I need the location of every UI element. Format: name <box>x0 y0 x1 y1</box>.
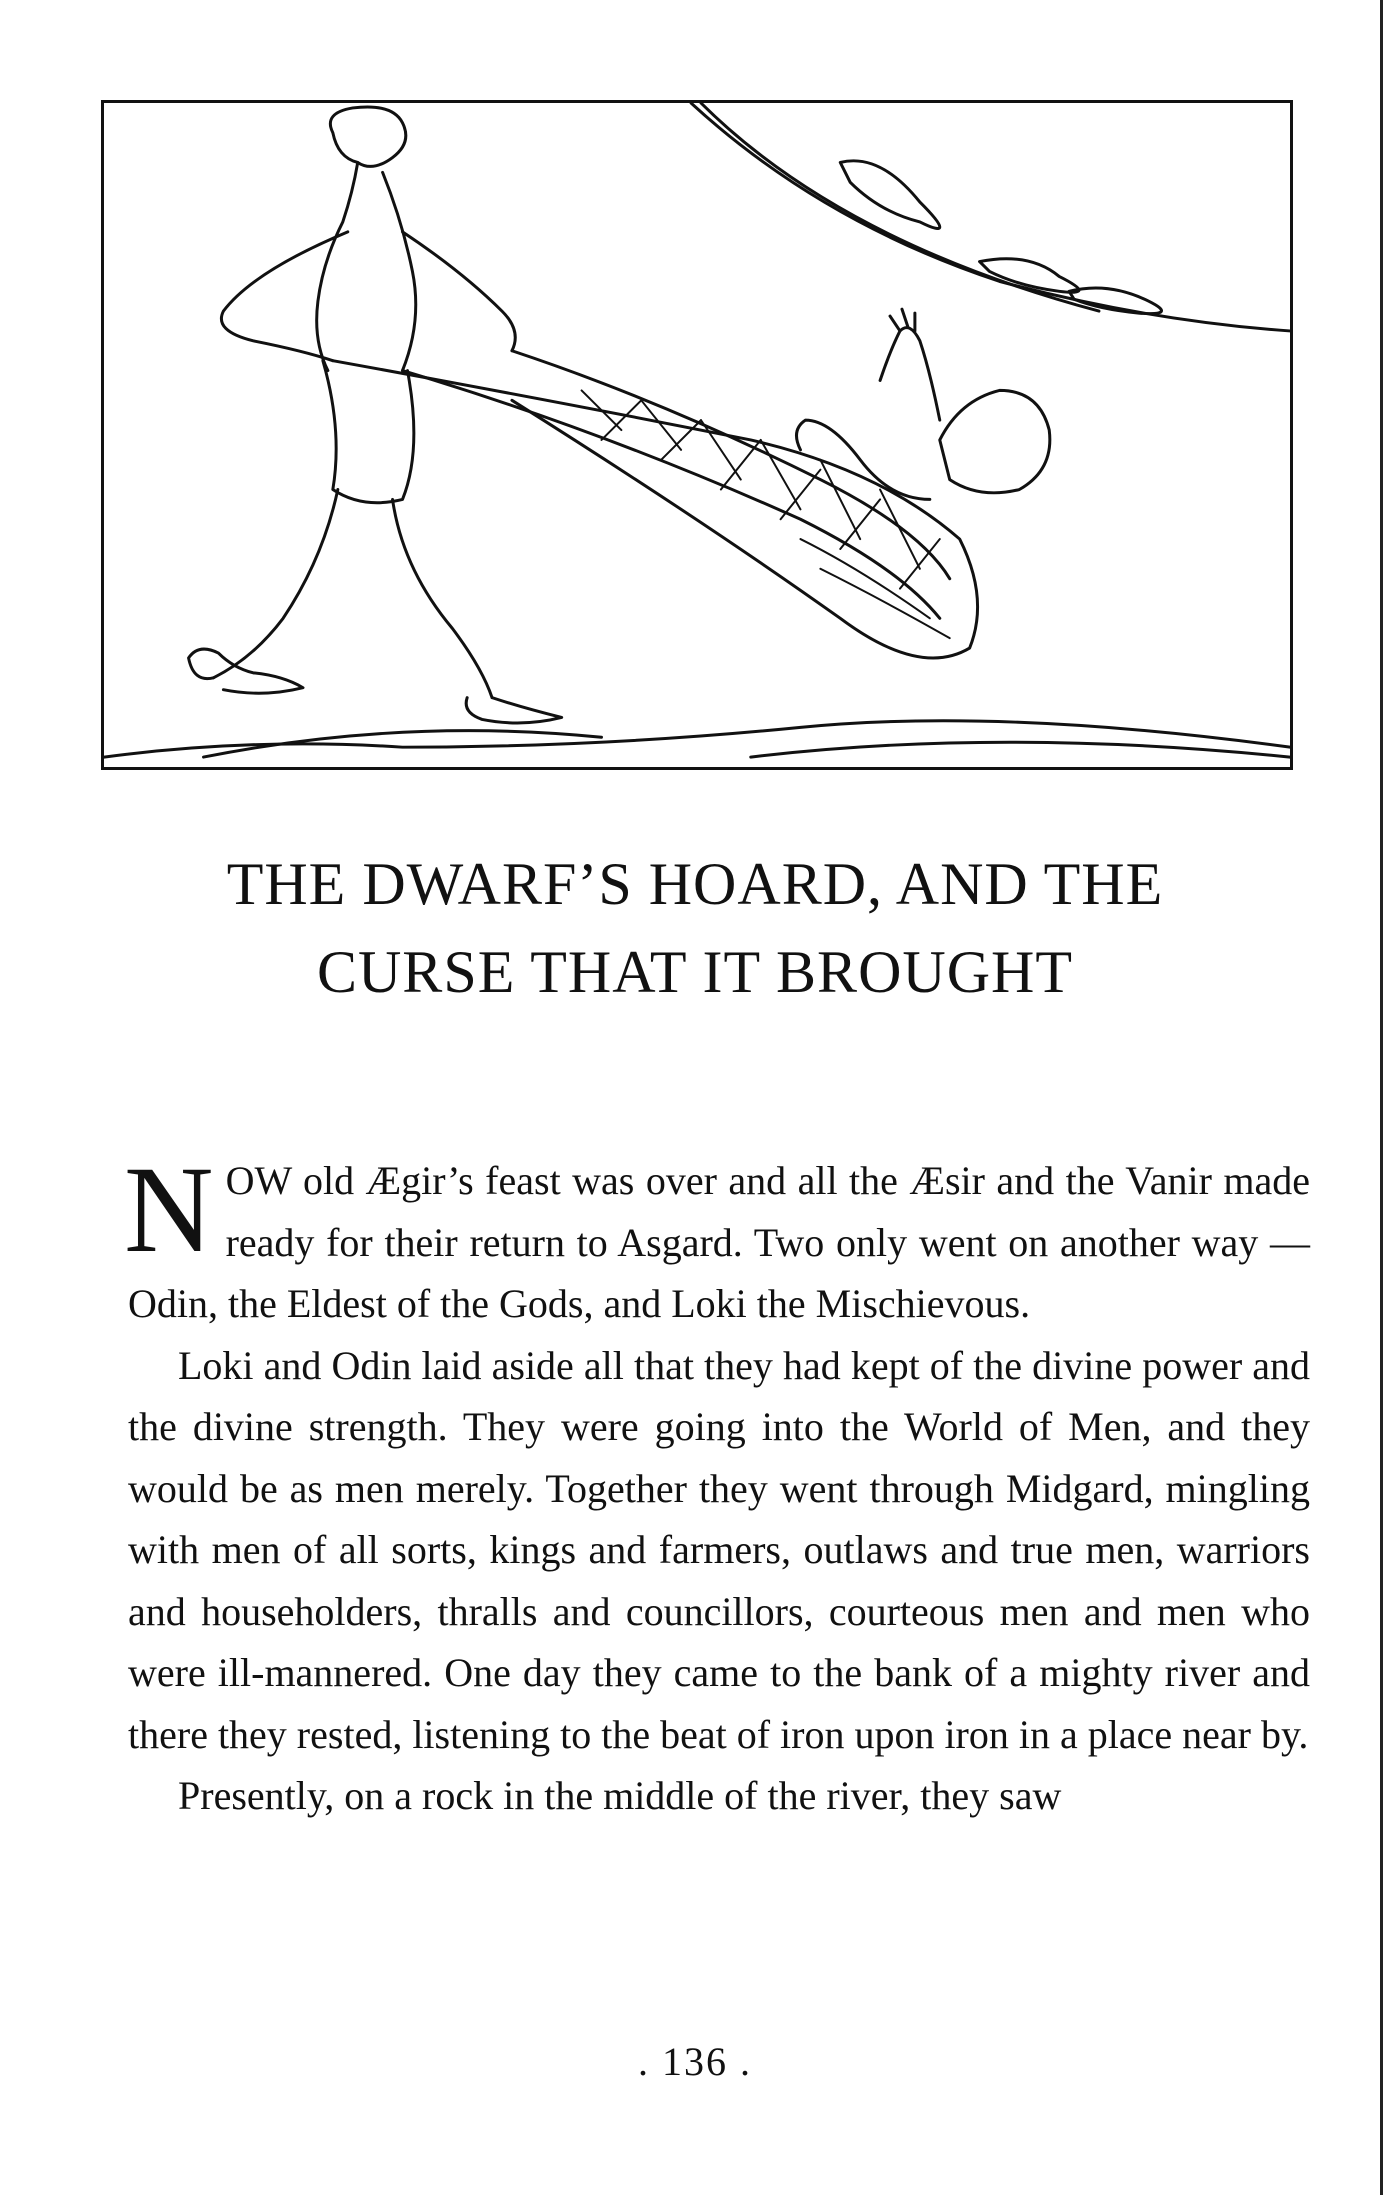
drop-cap: N <box>124 1141 214 1278</box>
body-text <box>124 1141 1310 1827</box>
page-number: . 136 . <box>638 2039 752 2084</box>
dwarf-in-net-illustration <box>101 100 1293 770</box>
chapter-title-line1: THE DWARF’S HOARD, AND THE <box>226 851 1164 917</box>
paragraph-2: Loki and Odin laid aside all that they had kept of the divine power and the divine strength. They were going into the World of Men, and they would be as men merely. Together they went through Midgard, mingling with men of all sorts, kings and farmers, outlaws and true men, warriors and householders, thralls and councillors, courteous men and men who were ill-mannered. One day they came to the bank of a mighty river and there they rested, listening to the beat of iron upon iron in a place near by. <box>128 1342 1310 1757</box>
illustration-drawing <box>104 103 1290 767</box>
chapter-title <box>100 840 1290 1016</box>
page-edge <box>1380 0 1390 2195</box>
first-word-rest: OW <box>225 1158 292 1203</box>
paragraph-1-text: old Ægir’s feast was over and all the Æsir and the Vanir made ready for their return to Asgard. Two only went on another way — Odin, the Eldest of the Gods, and Loki the Mischievous. <box>128 1158 1310 1326</box>
chapter-title-line2: CURSE THAT IT BROUGHT <box>316 939 1074 1005</box>
paragraph-3: Presently, on a rock in the middle of the river, they saw <box>178 1773 1062 1818</box>
paragraph-1 <box>124 1141 1310 1335</box>
